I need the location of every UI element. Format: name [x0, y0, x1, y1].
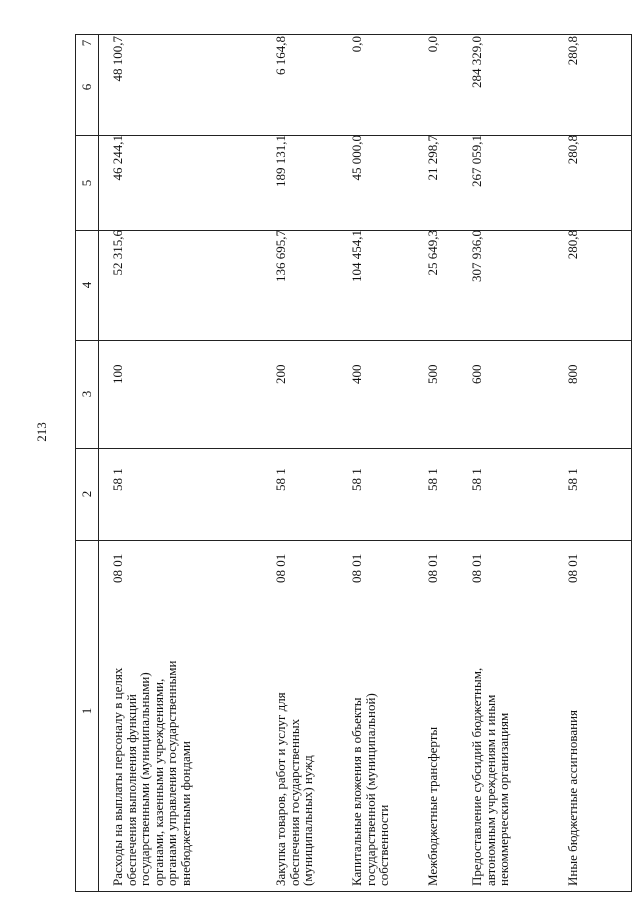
row-code-expense: 800 [565, 364, 580, 384]
row-value-7: 0,0 [349, 36, 364, 53]
row-value-6: 189 131,1 [273, 135, 288, 187]
column-header-5: 5 [79, 179, 94, 187]
row-code-section: 08 01 [425, 553, 440, 583]
row-code-target: 58 1 [469, 468, 484, 491]
row-name: Капитальные вложения в объекты государственной (муниципальной) собственности [349, 693, 391, 886]
row-code-expense: 200 [273, 364, 288, 384]
header-row-divider [98, 34, 99, 892]
row-code-section: 08 01 [110, 553, 125, 583]
row-value-5: 52 315,6 [110, 230, 125, 276]
table-border-right [631, 34, 632, 892]
row-value-6: 280,8 [565, 135, 580, 165]
row-code-target: 58 1 [425, 468, 440, 491]
row-value-7: 284 329,0 [469, 36, 484, 88]
row-name: Закупка товаров, работ и услуг для обеспечения государственных (муниципальных) нужд [273, 692, 315, 886]
row-code-section: 08 01 [469, 553, 484, 583]
row-value-7: 0,0 [425, 36, 440, 53]
row-code-target: 58 1 [273, 468, 288, 491]
column-header-3: 3 [79, 390, 94, 398]
row-code-expense: 500 [425, 364, 440, 384]
row-value-6: 267 059,1 [469, 135, 484, 187]
column-header-6: 6 [79, 83, 94, 91]
column-header-2: 2 [79, 490, 94, 498]
table-border-bottom [75, 891, 631, 892]
row-code-section: 08 01 [273, 553, 288, 583]
column-header-4: 4 [79, 281, 94, 289]
column-header-7: 7 [79, 39, 94, 47]
row-value-5: 104 454,1 [349, 230, 364, 282]
row-value-7: 48 100,7 [110, 36, 125, 82]
row-value-6: 46 244,1 [110, 135, 125, 181]
row-value-6: 45 000,0 [349, 135, 364, 181]
row-code-section: 08 01 [565, 553, 580, 583]
row-value-5: 307 936,0 [469, 230, 484, 282]
row-code-target: 58 1 [110, 468, 125, 491]
row-code-expense: 100 [110, 364, 125, 384]
row-code-expense: 400 [349, 364, 364, 384]
row-value-5: 25 649,3 [425, 230, 440, 276]
row-name: Предоставление субсидий бюджетным, автономным учреждениям и иным некоммерческим организациям [469, 667, 511, 886]
table-border-top [75, 34, 631, 35]
row-value-7: 6 164,8 [273, 36, 288, 75]
row-code-section: 08 01 [349, 553, 364, 583]
table-border-left [75, 34, 76, 892]
row-code-target: 58 1 [349, 468, 364, 491]
row-name: Иные бюджетные ассигнования [565, 709, 580, 886]
column-header-1: 1 [79, 707, 94, 715]
row-value-7: 280,8 [565, 36, 580, 66]
row-code-expense: 600 [469, 364, 484, 384]
row-name: Расходы на выплаты персоналу в целях обеспечения выполнения функций государственными (муниципальными) органами, казенными учреждениями, органами управления государственными внебюджетными фондами [110, 660, 193, 886]
row-name: Межбюджетные трансферты [425, 726, 440, 886]
row-code-target: 58 1 [565, 468, 580, 491]
row-value-5: 280,8 [565, 230, 580, 260]
row-value-6: 21 298,7 [425, 135, 440, 181]
row-value-5: 136 695,7 [273, 230, 288, 282]
page-number: 213 [33, 422, 49, 442]
